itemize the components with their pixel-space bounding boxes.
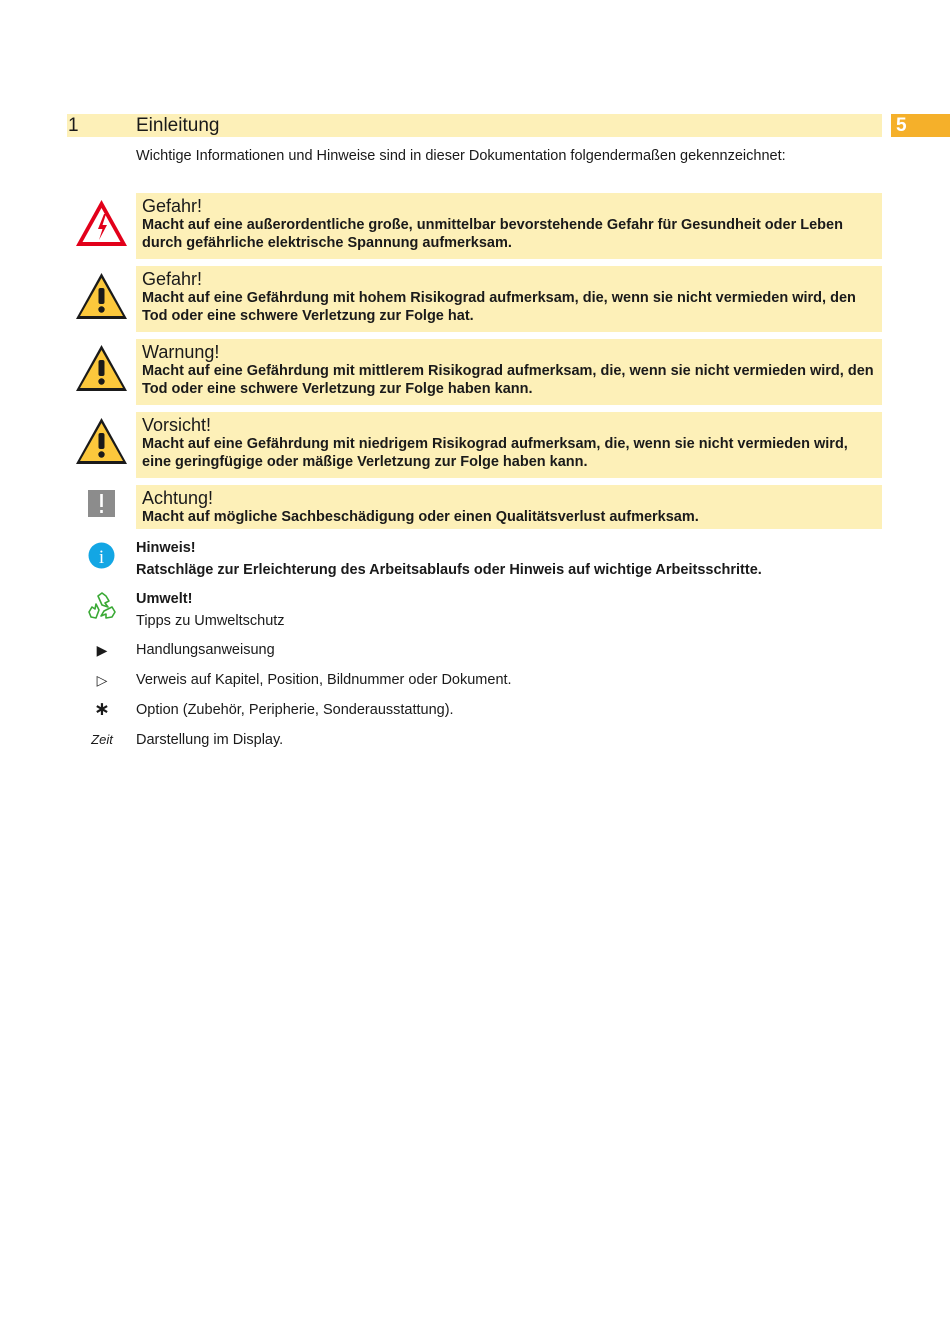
notice-text: Macht auf eine Gefährdung mit hohem Risikograd aufmerksam, die, wenn sie nicht vermieden wird, den Tod oder eine schwere Verletzung zur Folge hat. xyxy=(142,290,856,324)
environment-block xyxy=(136,590,882,630)
hint-block xyxy=(136,539,882,579)
notice-text: Macht auf mögliche Sachbeschädigung oder einen Qualitätsverlust aufmerksam. xyxy=(142,509,699,525)
environment-title: Umwelt! xyxy=(136,591,193,607)
action-arrow-icon: ▶ xyxy=(96,642,108,658)
warning-triangle-icon xyxy=(74,271,129,321)
chapter-title: Einleitung xyxy=(136,115,220,136)
chapter-number: 1 xyxy=(68,115,79,136)
intro-text: Wichtige Informationen und Hinweise sind in dieser Dokumentation folgendermaßen gekennzeichnet: xyxy=(136,148,786,164)
symbol-text: Verweis auf Kapitel, Position, Bildnummer oder Dokument. xyxy=(136,672,512,688)
environment-text: Tipps zu Umweltschutz xyxy=(136,613,285,629)
symbol-text: Option (Zubehör, Peripherie, Sonderausstattung). xyxy=(136,702,454,718)
notice-title: Achtung! xyxy=(142,488,214,508)
hint-text: Ratschläge zur Erleichterung des Arbeitsablaufs oder Hinweis auf wichtige Arbeitsschritte. xyxy=(136,562,762,578)
notice-text: Macht auf eine Gefährdung mit niedrigem Risikograd aufmerksam, die, wenn sie nicht vermieden wird, eine geringfügige oder mäßige Verletzung zur Folge haben kann. xyxy=(142,436,848,470)
notice-attention xyxy=(136,485,882,529)
page-number: 5 xyxy=(896,115,907,136)
symbol-text: Darstellung im Display. xyxy=(136,732,284,748)
warning-triangle-icon xyxy=(74,343,129,393)
svg-text:i: i xyxy=(98,547,105,568)
recycle-icon xyxy=(86,591,118,623)
warning-triangle-icon xyxy=(74,416,129,466)
notice-title: Gefahr! xyxy=(142,196,203,216)
display-text-sample: Zeit xyxy=(91,732,113,747)
notice-danger xyxy=(136,266,882,332)
electric-hazard-icon xyxy=(74,198,129,248)
info-icon xyxy=(88,542,115,569)
notice-title: Gefahr! xyxy=(142,269,203,289)
option-asterisk-icon: ∗ xyxy=(94,699,110,720)
notice-text: Macht auf eine außerordentliche große, unmittelbar bevorstehende Gefahr für Gesundheit oder Leben durch gefährliche elektrische Spannung aufmerksam. xyxy=(142,217,843,251)
hint-title: Hinweis! xyxy=(136,540,196,556)
notice-text: Macht auf eine Gefährdung mit mittlerem Risikograd aufmerksam, die, wenn sie nicht vermieden wird, den Tod oder eine schwere Verletzung zur Folge haben kann. xyxy=(142,363,874,397)
notice-caution xyxy=(136,412,882,478)
symbol-text: Handlungsanweisung xyxy=(136,642,275,658)
reference-arrow-icon: ▷ xyxy=(96,672,108,688)
notice-danger-electric xyxy=(136,193,882,259)
notice-warning xyxy=(136,339,882,405)
notice-title: Warnung! xyxy=(142,342,220,362)
notice-title: Vorsicht! xyxy=(142,415,212,435)
attention-square-icon xyxy=(88,490,115,517)
